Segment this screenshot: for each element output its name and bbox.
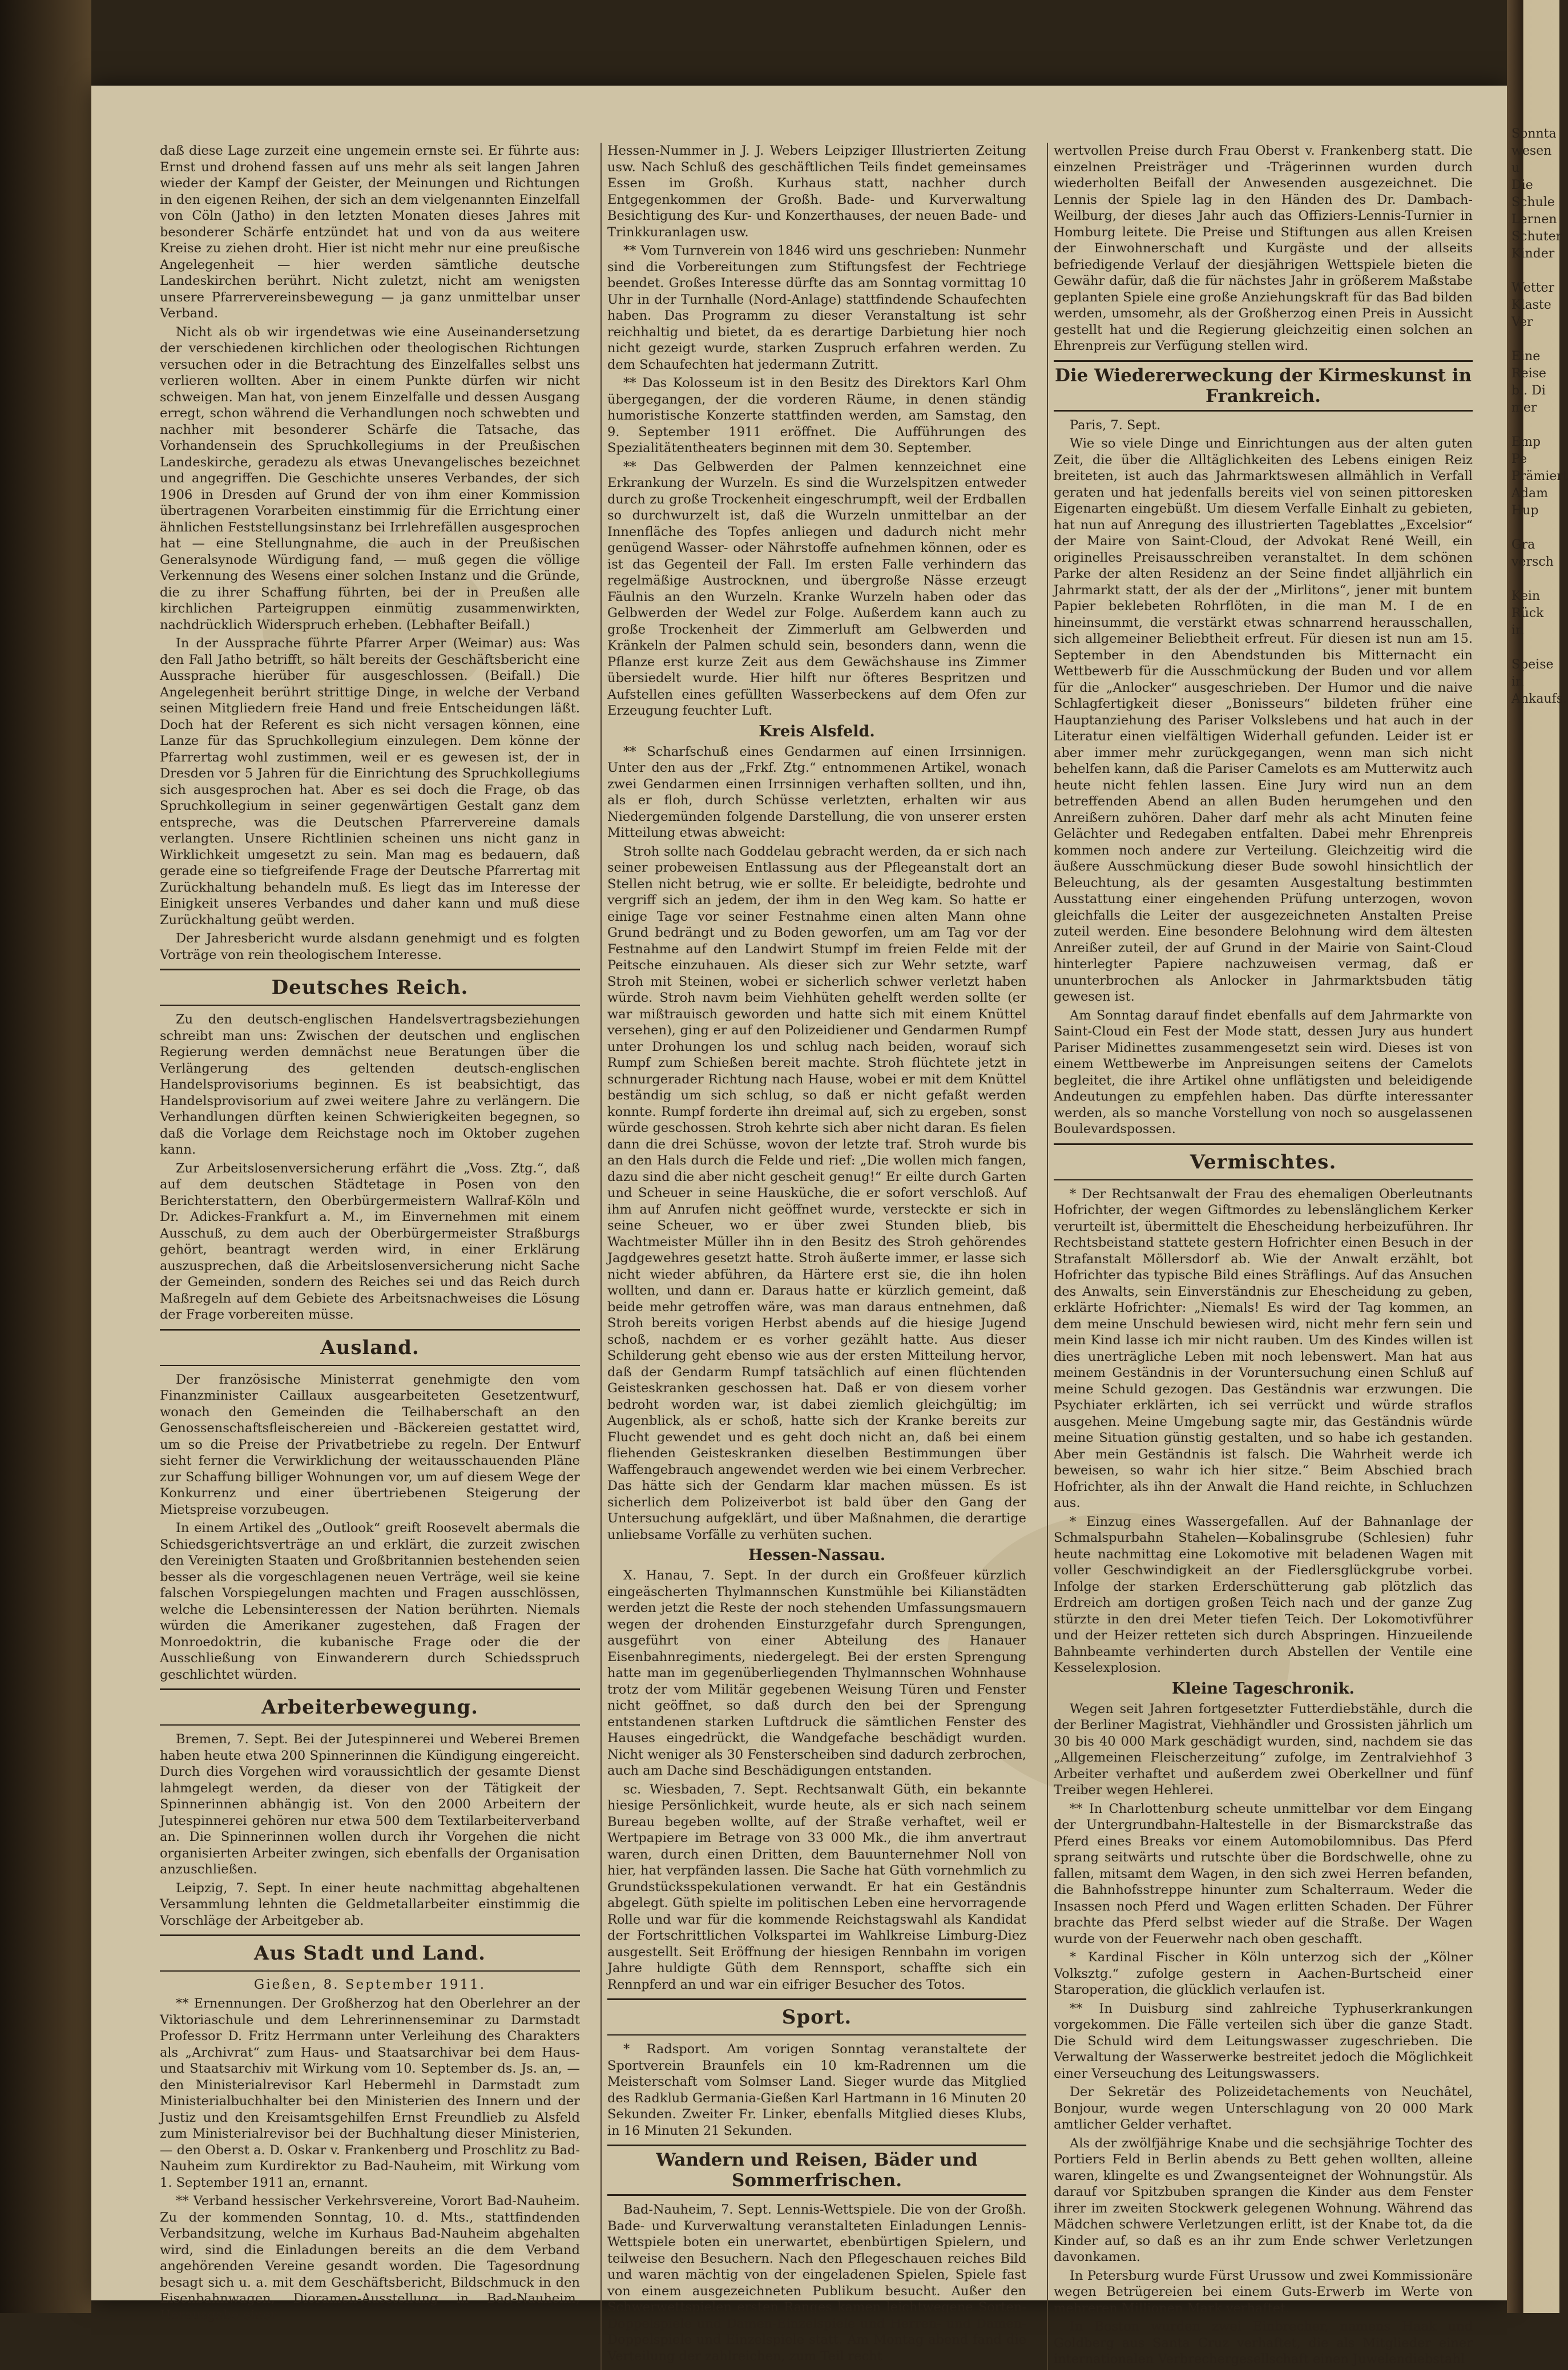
section-heading-ausland: Ausland. [320,1336,420,1359]
article-paragraph: Zur Arbeitslosenversicherung erfährt die „Voss. Ztg.“, daß auf dem deutschen Städtetage in Posen von den Berichterstattern, den Oberbürgermeistern Wallraf-Köln und Dr. Adickes-Frankfurt a. M., im Einvernehmen mit einem Ausschuß, zu dem auch der Oberbürgermeister Straßburgs gehört, beantragt werden wird, in einer Erklärung auszusprechen, daß die Arbeitslosenversicherung nicht Sache der Gemeinden, sondern des Reiches sei und das Reich durch Maßregeln auf dem Gebiete des Arbeitsnachweises die Lösung der Frage vorbereiten müsse. [160,1160,580,1322]
divider [160,1365,580,1366]
article-paragraph: * Der Rechtsanwalt der Frau des ehemaligen Oberleutnants Hofrichter, der wegen Giftmordes zu lebenslänglichem Kerker verurteilt ist, übermittelt die Ehescheidung herbeizuführen. Ihr Rechtsbeistand stattete gestern Hofrichter einen Besuch in der Strafanstalt Möllersdorf ab. Wie der Anwalt erzählt, bot Hofrichter das typische Bild eines Sträflings. Auf das Ansuchen des Anwalts, sein Einverständnis zur Ehescheidung zu geben, erklärte Hofrichter: „Niemals! Es wird der Tag kommen, an dem meine Unschuld bewiesen wird, nicht mehr fern sein und mein Kind lasse ich mir nicht rauben. Um des Kindes willen ist dies unerträgliche Leben mit noch lebenswert. Man hat aus meinem Geständnis in der Voruntersuchung einen Schluß auf meine Schuld gezogen. Das Geständnis war erzwungen. Die Psychiater erklärten, ich sei verrückt und würde straflos ausgehen. Meine Umgebung sagte mir, das Geständnis würde meine Situation günstig gestalten, und so habe ich gestanden. Aber mein Geständnis ist falsch. Die Wahrheit werde ich beweisen, so wahr ich hier sitze.“ Beim Abschied brach Hofrichter, als ihn der Anwalt die Hand reichte, in Schluchzen aus. [1054,1186,1473,1510]
article-paragraph: Bad-Nauheim, 7. Sept. Lennis-Wettspiele. Die von der Großh. Bade- und Kurverwaltung veranstalteten Einladungen Lennis-Wettspiele boten ein unerwartet, ebenbürtigen Spielern, und teilweise den Besuchern. Nach den Pflegeschauen reiches Bild und waren mächtig von der eingeladenen Spielen, Spiele fast von einem ausgezeichneten Publikum besucht. Außer den Schwerwettspielen ersten Ranges kamen leichtwegene Sorten-Doppelspiele und Damen-Einzelspiele und Herren- und Damen-Doppelspiele und Einzelspiele statt. Am Montag abend fand die Verteilung der zahlreichen, zum Teil recht [607,2202,1026,2364]
article-paragraph: Am Sonntag darauf findet ebenfalls auf dem Jahrmarkte von Saint-Cloud ein Fest der Mode statt, dessen Jury aus hundert Pariser Midinettes zusammengesetzt sein wird. Dieses ist von einem Wettbewerbe im Anpreisungen seitens der Camelots begleitet, die ihre Artikel ohne unflätigsten und beleidigende Andeutungen zu empfehlen haben. Das dürfte interessanter werden, als so manche Vorstellung von noch so ausgelassenen Boulevardspossen. [1054,1007,1473,1136]
column-1 [154,143,586,2370]
article-paragraph: Als der zwölfjährige Knabe und die sechsjährige Tochter des Portiers Feld in Berlin abends zu Bett gehen wollten, alleine waren, klingelte es und Zwangsenteignet der Wohnungstür. Als darauf vor Spitzbuben sprangen die Kinder aus dem Fenster ihrer im zweiten Stockwerk gelegenen Wohnung. Während das Mädchen schwere Verletzungen erlitt, ist der Knabe tot, da die Kinder auf, so daß es an ihr zum Ende schwer Verletzungen davonkamen. [1054,2135,1473,2264]
divider [160,1970,580,1972]
article-paragraph: ** Das Kolosseum ist in den Besitz des Direktors Karl Ohm übergegangen, der die vorderen Räume, in denen ständig humoristische Konzerte stattfinden werden, am Samstag, den 9. September 1911 eröffnet. Die Aufführungen des Spezialitätentheaters beginnen mit dem 30. September. [607,376,1026,456]
divider [160,969,580,970]
divider [607,1998,1026,2000]
alsfeld-articles [607,744,1026,1543]
article-paragraph: * Radsport. Am vorigen Sonntag veranstaltete der Sportverein Braunfels ein 10 km-Radrennen um die Meisterschaft vom Solmser Land. Sieger wurde das Mitglied des Radklub Germania-Gießen Karl Hartmann in 16 Minuten 20 Sekunden. Zweiter Fr. Linker, ebenfalls Mitglied dieses Klubs, in 16 Minuten 21 Sekunden. [607,2042,1026,2138]
stadt-articles [160,1996,580,2323]
article-paragraph: ** Scharfschuß eines Gendarmen auf einen Irrsinnigen. Unter den aus der „Frkf. Ztg.“ entnommenen Artikel, wonach zwei Gendarmen einen Irrsinnigen verhaften sollten, und ihn, als er floh, durch Schüsse verletzten, erhalten wir aus Niedergemünden folgende Darstellung, die von unserer ersten Mitteilung etwas abweicht: [607,744,1026,840]
article-paragraph: X. Hanau, 7. Sept. In der durch ein Großfeuer kürzlich eingeäscherten Thylmannschen Kunstmühle bei Kilianstädten werden jetzt die Reste der noch stehenden Umfassungsmauern wegen der drohenden Einsturzgefahr durch Sprengungen, ausgeführt von einer Abteilung des Hanauer Eisenbahnregiments, niedergelegt. Bei der ersten Sprengung hatte man im gegenüberliegenden Thylmannschen Wohnhause trotz der vom Militär gegebenen Weisung Türen und Fenster nicht geöffnet, so daß durch den bei der Sprengung entstandenen starken Luftdruck die sämtlichen Fenster des Hauses eingedrückt, die Wandgefache beschädigt wurden. Nicht weniger als 30 Fensterscheiben sind dadurch zerbrochen, auch am Dache sind Beschädigungen entstanden. [607,1568,1026,1778]
book-binding-shadow [0,0,91,2313]
divider [1054,1143,1473,1145]
article-paragraph: Stroh sollte nach Goddelau gebracht werden, da er sich nach seiner probeweisen Entlassung aus der Pflegeanstalt dort an Stellen nicht betrug, wie er sollte. Er beleidigte, bedrohte und vergriff sich an jedem, der ihm in den Weg kam. So hatte er einige Tage vor seiner Festnahme einen alten Mann ohne Grund bedrängt und zu Boden geworfen, um am Tag vor der Festnahme auf den Landwirt Stumpf im freien Felde mit der Peitsche einzuhauen. Als dieser sich zur Wehr setzte, warf Stroh mit Steinen, wobei er sicherlich schwer verletzt haben würde. Stroh navm beim Viehhüten gehelft werden sollte (er war mißtrauisch geworden und hatte sich mit einem Knüttel versehen), ging er auf den Polizeidiener und Gendarmen Rumpf unter Drohungen los und schlug nach beiden, worauf sich Rumpf zum Schießen bereit machte. Stroh flüchtete jetzt in schnurgerader Richtung nach Hause, wobei er mit dem Knüttel beständig um sich schlug, so daß er nicht gefaßt werden konnte. Rumpf forderte ihn dreimal auf, sich zu ergeben, sonst würde geschossen. Stroh kehrte sich aber nicht daran. Es fielen dann die drei Schüsse, wovon der letzte traf. Stroh wurde bis an den Hals durch die Felde und rief: „Die wollen mich fangen, dazu sind die aber nicht gescheit genug!“ Er eilte durch Garten und Scheuer in seine Hausküche, die er sofort verschloß. Auf ihm auf Anrufen nicht geöffnet wurde, versteckte er sich in seine Scheuer, wo er über zwei Stunden blieb, bis Wachtmeister Müller ihn in den Besitz des Stroh gehörendes Jagdgewehres gesetzt hatte. Stroh äußerte immer, er lasse sich nicht wieder abführen, da Härtere erst sie, die ihn holen wollten, und dann er. Daraus hatte er kürzlich gemeint, daß beide mehr getroffen wäre, was man daraus entnehmen, daß Stroh bereits vorigen Herbst abends auf die hiesige Jugend schoß, nachdem er es vorher gezählt hatte. Aus dieser Schilderung geht ebenso wie aus der ersten Mitteilung hervor, daß der Gendarm Rumpf tatsächlich auf einen flüchtenden Geisteskranken geschossen hat. Daß er von diesem vorher bedroht worden war, ist dabei ziemlich gleichgültig; im Augenblick, als er schoß, hatte sich der Kranke bereits zur Flucht gewendet und es geht doch nicht an, daß bei einem fliehenden Geisteskranken dieselben Bestimmungen über Waffengebrauch angewendet werden wie bei einem Verbrecher. Das hätte sich der Gendarm klar machen müssen. Es ist sicherlich dem Polizeiverbot ist bald über den Gang der Untersuchung aufgeklärt, und über Maßnahmen, die derartige unliebsame Vorfälle zu verhüten suchen. [607,844,1026,1542]
article-paragraph: Der Jahresbericht wurde alsdann genehmigt und es folgten Vorträge von rein theologischem Interesse. [160,931,580,962]
article-paragraph: ** In Duisburg sind zahlreiche Typhuserkrankungen vorgekommen. Die Fälle verteilen sich über die ganze Stadt. Die Schuld wird dem Leitungswasser zugeschrieben. Die Verwaltung der Wasserwerke bestreitet jedoch die Möglichkeit einer Verseuchung des Leitungswassers. [1054,2001,1473,2081]
section-heading-sport: Sport. [781,2006,852,2029]
church-report-article [160,143,580,963]
article-paragraph: Nicht als ob wir irgendetwas wie eine Auseinandersetzung der verschiedenen kirchlichen oder theologischen Richtungen versuchen oder in die Betrachtung des Einzelfalles selbst uns verlieren wollten. Aber in einem Punkte dürfen wir nicht schweigen. Man hat, von jenem Einzelfalle und dessen Ausgang erregt, schon während die Verhandlungen noch schwebten und nachher mit besonderer Schärfe die Tatsache, das Vorhandensein des Spruchkollegiums in der Preußischen Landeskirche, geradezu als etwas Unevangelisches bezeichnet und angegriffen. Die Geschichte unseres Verbandes, der sich 1906 in Dresden auf Grund der von ihm einer Kommission übertragenen Vorarbeiten einstimmig für die Errichtung einer ähnlichen Feststellungsinstanz bei Irrlehrefällen ausgesprochen hat — eine Stellungnahme, die auch in der Preußischen Generalsynode Würdigung fand, — muß gegen die völlige Verkennung des Wesens einer solchen Instanz und die Gründe, die zu ihrer Schaffung führten, bei der in Preußen alle kirchlichen Parteigruppen einmütig zusammenwirkten, nachdrücklich Widerspruch erheben. (Lebhafter Beifall.) [160,324,580,632]
article-paragraph: Wie so viele Dinge und Einrichtungen aus der alten guten Zeit, die über die Alltäglichkeiten des Lebens einigen Reiz breiteten, ist auch das Jahrmarktswesen allmählich in Verfall geraten und hat jedenfalls bereits viel von seinen pittoresken Eigenarten eingebüßt. Um diesem Verfalle Einhalt zu gebieten, hat nun auf Anregung des illustrierten Tageblattes „Excelsior“ der Maire von Saint-Cloud, der Advokat René Weill, ein originelles Preisausschreiben veranstaltet. In dem schönen Parke der alten Residenz an der Seine findet alljährlich ein Jahrmarkt statt, der als der der „Mirlitons“, jener mit buntem Papier beklebeten Rohrflöten, in die man M. I de en hineinsummt, die verstärkt etwas schnarrend herausschallen, sich allgemeiner Beliebtheit erfreut. Für diesen ist nun am 15. September in den Abendstunden bis Mitternacht ein Wettbewerb für die Ausschmückung der Buden und vor allem für die „Anlocker“ ausgeschrieben. Der Humor und die naive Schlagfertigkeit dieser „Bonisseurs“ bildeten früher eine Hauptanziehung des Pariser Volkslebens und hat auch in der Literatur einen vielfältigen Widerhall gefunden. Leider ist er aber immer mehr zurückgegangen, wenn man sich nicht behelfen kann, daß die Pariser Camelots es am Mutterwitz auch heute nicht fehlen lassen. Eine Jury wird nun an dem betreffenden Abend an allen Buden herumgehen und den Anreißern zuhören. Daher darf mehr als acht Minuten feine Gelächter und Redegaben entfalten. Dabei mehr Ehrenpreis kommen noch andere zur Verteilung. Gleichzeitig wird die äußere Ausschmückung dieser Bude sowohl hinsichtlich der Beleuchtung, als der gesamten Ausgestaltung bestimmten Ausstattung einer eingehenden Prüfung unterzogen, wovon gleichfalls die Leiter der ausgezeichneten Anstalten Preise zuteil werden. Eine besondere Belohnung wird dem ältesten Anreißer zuteil, der auf Grund in der Mairie von Saint-Cloud hinterlegter Papiere nachzuweisen vermag, daß er ununterbrochen als Anlocker in Jahrmarktsbuden tätig gewesen ist. [1054,436,1473,1004]
article-paragraph: Wegen seit Jahren fortgesetzter Futterdiebstähle, durch die der Berliner Magistrat, Viehhändler und Grossisten jährlich um 30 bis 40 000 Mark geschädigt wurden, sind, nachdem sie das „Allgemeinen Fleischerzeitung“ zufolge, im Zentralviehhof 3 Arbeiter verhaftet und außerdem zwei Oberkellner und fünf Treiber wegen Hehlerei. [1054,1701,1473,1797]
vermischtes-articles [1054,1186,1473,1676]
divider [1054,1179,1473,1180]
local-news-articles [607,143,1026,719]
section-heading-chronik: Kleine Tageschronik. [1172,1679,1355,1698]
article-paragraph: * Kardinal Fischer in Köln unterzog sich der „Kölner Volksztg.“ zufolge gestern in Aachen-Burtscheid einer Staroperation, die glücklich verlaufen ist. [1054,1950,1473,1997]
column-2 [600,143,1032,2370]
article-paragraph: Zu den deutsch-englischen Handelsvertragsbeziehungen schreibt man uns: Zwischen der deutschen und englischen Regierung werden demnächst neue Beratungen über die Verlängerung des geltenden deutsch-englischen Handelsprovisoriums beginnen. Es ist beabsichtigt, das Handelsprovisorium auf zwei weitere Jahre zu verlängern. Die Verhandlungen dürften keinen Schwierigkeiten begegnen, so daß die Vorlage dem Reichstage noch im Oktober zugehen kann. [160,1012,580,1157]
wandern-articles [607,2202,1026,2364]
section-heading-vermischtes: Vermischtes. [1190,1150,1337,1174]
article-paragraph: Der Sekretär des Polizeidetachements von Neuchâtel, Bonjour, wurde wegen Unterschlagung von 20 000 Mark amtlicher Gelder verhaftet. [1054,2085,1473,2132]
article-paragraph: daß diese Lage zurzeit eine ungemein ernste sei. Er führte aus: Ernst und drohend fassen auf uns mehr als seit langen Jahren wieder der Kampf der Geister, der Meinungen und Richtungen in den eigenen Reihen, der sich an dem vielgenannten Einzelfall von Cöln (Jatho) in den letzten Monaten dieses Jahres mit besonderer Schärfe entzündet hat und von da aus weitere Kreise zu ziehen droht. Hier ist nicht mehr nur eine preußische Angelegenheit — hier werden sämtliche deutsche Landeskirchen berührt. Nicht zuletzt, nicht am wenigsten unsere Pfarrervereinsbewegung — ja ganz unmittelbar unser Verband. [160,143,580,321]
article-paragraph: ** In Charlottenburg scheute unmittelbar vor dem Eingang der Untergrundbahn-Haltestelle in der Bismarckstraße das Pferd eines Breaks vor einem Automobilomnibus. Das Pferd sprang seitwärts und rutschte über die Bordschwelle, ohne zu fallen, mitsamt dem Wagen, in den sich zwei Herren befanden, die Bahnhofsstreppe hinunter zum Schalterraum. Weder die Insassen noch Pferd und Wagen erlitten Schaden. Der Führer brachte das Pferd selbst wieder auf die Straße. Der Wagen wurde von der Feuerwehr nach oben geschafft. [1054,1801,1473,1946]
column-3 [1047,143,1478,2370]
divider [160,1329,580,1331]
article-paragraph: Der französische Ministerrat genehmigte den vom Finanzminister Caillaux ausgearbeiteten Gesetzentwurf, wonach den Gemeinden die Teilhaberschaft an den Genossenschaftsfleischereien und -Bäckereien gestattet wird, um so die Preise der Privatbetriebe zu regeln. Der Entwurf sieht ferner die Verwirklichung der weitausschauenden Pläne zur Schaffung billiger Wohnungen vor, um auf diesem Wege der Konkurrenz und einer übertriebenen Steigerung der Mietspreise vorzubeugen. [160,1372,580,1517]
article-paragraph: sc. Wiesbaden, 7. Sept. Rechtsanwalt Güth, ein bekannte hiesige Persönlichkeit, wurde heute, als er sich nach seinem Bureau begeben wollte, auf der Straße verhaftet, weil er Wertpapiere im Betrage von 33 000 Mk., die ihm anvertraut waren, durch einen Dritten, dem Bauunternehmer Noll von hier, hat verpfänden lassen. Die Sache hat Güth vornehmlich zu Grundstücksspekulationen verwandt. Er hat ein Geständnis abgelegt. Güth spielte im politischen Leben eine hervorragende Rolle und war für die kommende Reichstagswahl als Kandidat der Fortschrittlichen Volkspartei im Wahlkreise Limburg-Diez ausgestellt. Seit Eröffnung der hiesigen Rennbahn im vorigen Jahre huldigte Güth dem Rennsport, schaffte sich ein Rennpferd an und war ein eifriger Besucher des Totos. [607,1781,1026,1992]
section-heading-reich: Deutsches Reich. [271,976,469,999]
divider [160,1688,580,1690]
newspaper-page [91,86,1507,2367]
divider [160,1005,580,1006]
article-paragraph: ** Ernennungen. Der Großherzog hat den Oberlehrer an der Viktoriaschule und dem Lehrerinnenseminar zu Darmstadt Professor D. Fritz Herrmann unter Verleihung des Charakters als „Archivrat“ zum Haus- und Staatsarchivar bei dem Haus- und Staatsarchiv mit Wirkung vom 10. September ds. Js. an, — den Ministerialrevisor Karl Hebermehl in Darmstadt zum Ministerialbuchhalter bei den Ministerien des Innern und der Justiz und den Kreisamtsgehilfen Ernst Freundlieb zu Alsfeld zum Ministerialrevisor bei der Buchhaltung dieser Ministerien, — den Oberst a. D. Oskar v. Frankenberg und Proschlitz zu Bad-Nauheim zum Kurdirektor zu Bad-Nauheim, mit Wirkung vom 1. September 1911 an, ernannt. [160,1996,580,2190]
adjacent-page-edge [1507,0,1568,2313]
article-paragraph: Hessen-Nummer in J. J. Webers Leipziger Illustrierten Zeitung usw. Nach Schluß des geschäftlichen Teils findet gemeinsames Essen im Großh. Kurhaus statt, nachher durch Entgegenkommen der Großh. Bade- und Kurverwaltung Besichtigung des Kur- und Konzerthauses, der neuen Bade- und Trinkkuranlagen usw. [607,143,1026,240]
chronik-articles [1054,1701,1473,2368]
divider [160,1724,580,1726]
divider [160,1934,580,1936]
section-heading-alsfeld: Kreis Alsfeld. [759,722,875,740]
tennis-continued-article [1054,143,1473,354]
section-heading-nassau: Hessen-Nassau. [748,1546,886,1564]
reich-articles [160,1011,580,1323]
article-paragraph: Leipzig, 7. Sept. In einer heute nachmittag abgehaltenen Versammlung lehnten die Geldmetallarbeiter einstimmig die Vorschläge der Arbeitgeber ab. [160,1880,580,1928]
article-paragraph: In der Aussprache führte Pfarrer Arper (Weimar) aus: Was den Fall Jatho betrifft, so hält bereits der Geschäftsbericht eine Aussprache hierüber für ausgeschlossen. (Beifall.) Die Angelegenheit berührt strittige Dinge, in welche der Verband seinen Mitgliedern freie Hand und freie Entscheidungen läßt. Doch hat der Referent es sich nicht versagen können, eine Lanze für das Spruchkollegium einzulegen. Dem könne der Pfarrertag wohl zustimmen, weil er es gewesen ist, der in Dresden vor 5 Jahren für die Einrichtung des Spruchkollegiums sich ausgesprochen hat. Aber es sei doch die Frage, ob das Spruchkollegium in seiner gegenwärtigen Gestalt ganz dem entspreche, was die Deutschen Pfarrervereine damals verlangten. Unsere Richtlinien scheinen uns nicht ganz in Wirklichkeit umgesetzt zu sein. Man mag es bedauern, daß gerade eine so tiefgreifende Frage der Deutsche Pfarrertag mit Zurückhaltung behandeln muß. Es liegt das im Interesse der Einigkeit unseres Verbandes und daher kann und muß diese Zurückhaltung geübt werden. [160,636,580,928]
article-paragraph: ** Vom Turnverein von 1846 wird uns geschrieben: Nunmehr sind die Vorbereitungen zum Stiftungsfest der Fechtriege beendet. Großes Interesse dürfte das am Sonntag vormittag 10 Uhr in der Turnhalle (Nord-Anlage) stattfindende Schaufechten haben. Das Programm zu dieser Veranstaltung ist sehr reichhaltig und bietet, da es derartige Darbietung hier noch nicht gezeigt wurde, starken Zuspruch erfahren werden. Zu dem Schaufechten hat jedermann Zutritt. [607,243,1026,372]
sport-articles [607,2041,1026,2139]
article-paragraph: Bremen, 7. Sept. Bei der Jutespinnerei und Weberei Bremen haben heute etwa 200 Spinnerinnen die Kündigung eingereicht. Durch dies Vorgehen wird voraussichtlich der gesamte Dienst lahmgelegt werden, da dieser von der Tätigkeit der Spinnerinnen abhängig ist. Von den 2000 Arbeitern der Jutespinnerei gehören nur etwa 500 dem Textilarbeiterverband an. Die Spinnerinnen wollen durch ihr Vorgehen die nicht organisierten Arbeiter zwingen, sich ebenfalls der Organisation anzuschließen. [160,1732,580,1877]
columns [154,143,1478,2367]
article-paragraph: ** Verband hessischer Verkehrsvereine, Vorort Bad-Nauheim. Zu der kommenden Sonntag, 10. d. Mts., stattfindenden Verbandsitzung, welche im Kurhaus Bad-Nauheim abgehalten wird, sind die Einladungen bereits an die dem Verband angehörenden Vereine gesandt worden. Die Tagesordnung besagt sich u. a. mit dem Geschäftsbericht, Bildschmuck in den Eisenbahnwagen, Dioramen-Ausstellung in Bad-Nauheim, Herausgabe einer [160,2194,580,2323]
ausland-articles [160,1372,580,1683]
kirmes-article [1054,417,1473,1138]
article-paragraph: In Boston wurden zwei Einbrecher, namens Haak und Goldberg aus Santa Cruz verhaftet, die als Mitglieder einer internationalen Verbrechergesellschaft einen Juwelendiebstahl [1054,2319,1473,2367]
section-heading-arbeiter: Arbeiterbewegung. [261,1696,478,1719]
section-heading-stadt: Aus Stadt und Land. [254,1942,486,1965]
article-paragraph: In einem Artikel des „Outlook“ greift Roosevelt abermals die Schiedsgerichtsverträge an und erklärt, die zurzeit zwischen den Vereinigten Staaten und Großbritannien bestehenden seien besser als die vorgeschlagenen neuen Verträge, weil sie keine falschen Vorspiegelungen machten und Fragen ausschlössen, welche die Lebensinteressen der Nation berührten. Niemals würden die Amerikaner zugestehen, daß Fragen der Monroedoktrin, die kubanische Frage oder die der Ausschließung von Einwanderern durch Schiedsspruch geschlichtet würden. [160,1521,580,1682]
article-paragraph: wertvollen Preise durch Frau Oberst v. Frankenberg statt. Die einzelnen Preisträger und -Trägerinnen wurden durch wiederholten Beifall der Anwesenden ausgezeichnet. Die Lennis der Spiele lag in den Händen des Dr. Dambach-Weilburg, der dieses Jahr auch das Offiziers-Lennis-Turnier in Homburg leitete. Die Preise und Stiftungen aus allen Kreisen der Einwohnerschaft und Kurgäste und der allseits befriedigende Verlauf der diesjährigen Wettspiele bieten die Gewähr dafür, daß die für nächstes Jahr in größerem Maßstabe geplanten Spiele eine große Anziehungskraft für das Bad bilden werden, umsomehr, als der Großherzog einen Preis in Aussicht gestellt hat und die Regierung gleichzeitig einen solchen an Ehrenpreis zur Verfügung stellen wird. [1054,143,1473,353]
article-paragraph: ** Das Gelbwerden der Palmen kennzeichnet eine Erkrankung der Wurzeln. Es sind die Wurzelspitzen entweder durch zu große Trockenheit eingeschrumpft, weil der Erdballen so durchwurzelt ist, daß die Wurzeln unmittelbar an der Innenfläche des Topfes anliegen und dadurch nicht mehr genügend Wasser- oder Nährstoffe aufnehmen können, oder es ist das Gegenteil der Fall. Im ersten Falle verhindern das regelmäßige Austrocknen, und übergroße Nässe erzeugt Fäulnis an den Wurzeln. Kranke Wurzeln haben oder das Gelbwerden der Wedel zur Folge. Außerdem kann auch zu große Trockenheit der Zimmerluft am Gelbwerden und Kränkeln der Palmen schuld sein, besonders dann, wenn die Pflanze erst kurze Zeit aus dem Gewächshause ins Zimmer übersiedelt wurde. Hier hilft nur öfteres Bespritzen und Aufstellen eines gefüllten Wasserbeckens auf dem Ofen zur Erzeugung feuchter Luft. [607,459,1026,718]
article-paragraph: In Petersburg wurde Fürst Urussow und zwei Kommissionäre wegen Betrügereien bei einem Guts-Erwerb im Werte von mehreren Millionen Mark verhaftet. [1054,2268,1473,2316]
section-heading-wandern: Wandern und Reisen, Bäder und Sommerfrischen. [607,2145,1026,2196]
article-paragraph: Paris, 7. Sept. [1070,417,1161,433]
adjacent-page-text: Sonnta wesen u Die Schule Lernen Schuter Kinder Wetter Klaste Ver Eine Reise bl. Di mer Emp Pe Prämiert Adam Hup Gra versch Kein Rück in Speise in Ankaufs. [1511,127,1568,706]
arbeiter-articles [160,1731,580,1929]
nassau-articles [607,1567,1026,1993]
divider [607,2034,1026,2036]
article-paragraph: * Einzug eines Wassergefallen. Auf der Bahnanlage der Schmalspurbahn Stahelen—Kobalinsgrube (Schlesien) fuhr heute nachmittag eine Lokomotive mit beladenen Wagen mit voller Geschwindigkeit an der Fiedlersglückgrube vorbei. Infolge der starken Erderschütterung gab plötzlich das Erdreich am dortigen großen Teich nach und der ganze Zug stürzte in den drei Meter tiefen Teich. Der Lokomotivführer und der Heizer retteten sich durch Abspringen. Hinzueilende Bahnbeamte verhinderten durch Abstellen der Ventile eine Kesselexplosion. [1054,1514,1473,1675]
dateline: Gießen, 8. September 1911. [253,1977,486,1992]
section-heading-kirmes: Die Wiedererweckung der Kirmeskunst in Frankreich. [1054,360,1473,412]
